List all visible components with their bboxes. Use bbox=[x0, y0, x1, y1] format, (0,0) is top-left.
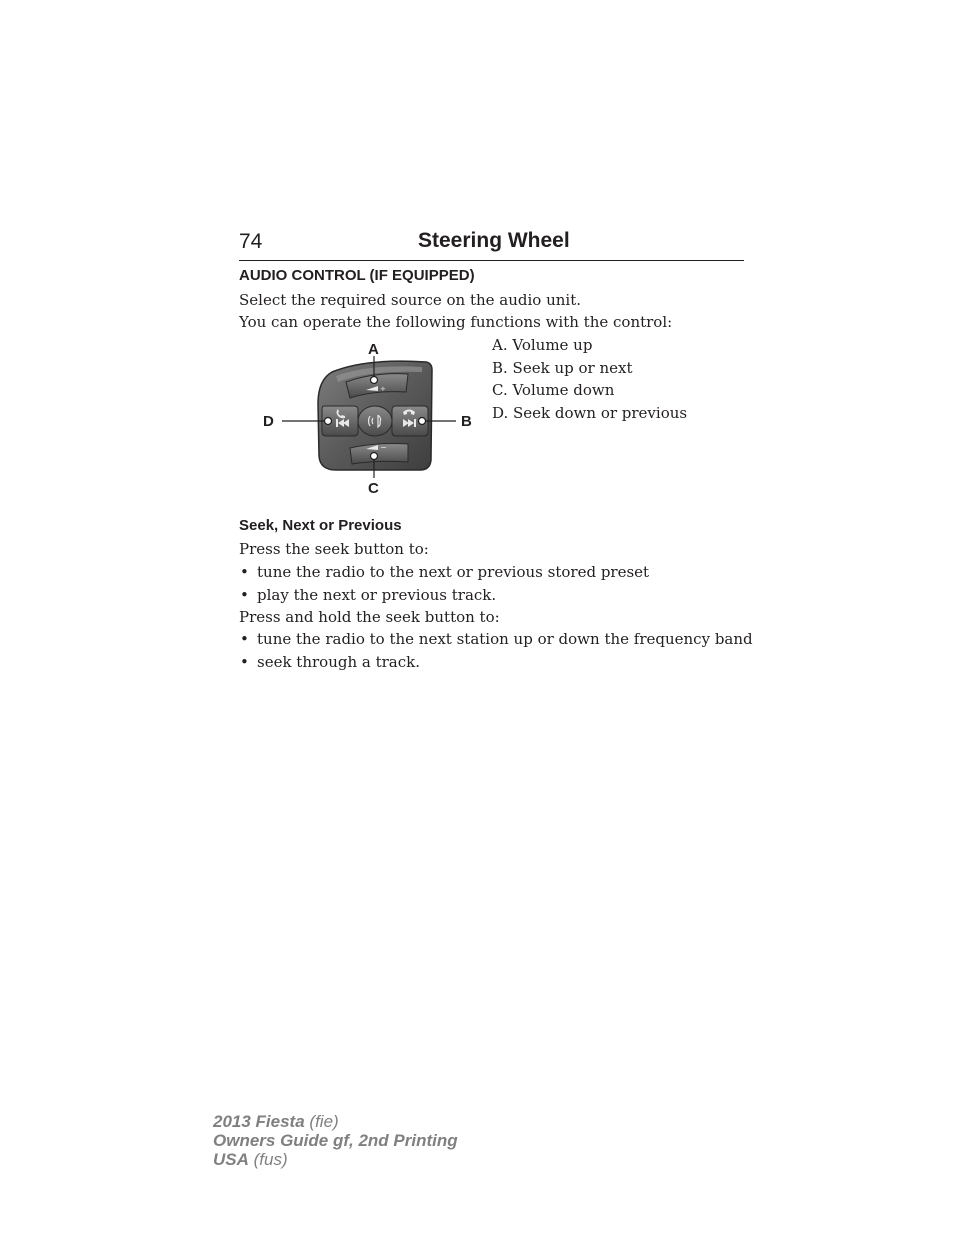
audio-control-figure bbox=[256, 336, 482, 500]
list-item: • seek through a track. bbox=[239, 651, 753, 674]
list-item: • tune the radio to the next or previous stored preset bbox=[239, 561, 649, 584]
audio-control-illustration bbox=[256, 336, 482, 500]
footer-model: 2013 Fiesta bbox=[213, 1112, 305, 1131]
svg-text:+: + bbox=[380, 385, 386, 393]
page-number: 74 bbox=[239, 230, 263, 253]
page-header bbox=[239, 228, 744, 261]
hold-intro: Press and hold the seek button to: bbox=[239, 608, 500, 626]
svg-text:−: − bbox=[380, 443, 387, 452]
intro-paragraph-2: You can operate the following functions with the control: bbox=[239, 313, 673, 331]
legend-item: B. Seek up or next bbox=[492, 358, 633, 377]
figure-legend bbox=[492, 334, 687, 424]
section-heading: AUDIO CONTROL (IF EQUIPPED) bbox=[239, 267, 475, 284]
callout-letter-d: D bbox=[263, 413, 274, 430]
legend-item: C. Volume down bbox=[492, 381, 615, 399]
footer-line-2 bbox=[213, 1131, 458, 1150]
hold-bullet-list bbox=[239, 628, 753, 673]
callout-letter-a: A bbox=[368, 341, 379, 358]
press-bullet-list bbox=[239, 561, 649, 606]
list-item: • tune the radio to the next station up or down the frequency band bbox=[239, 628, 753, 651]
footer-market: USA bbox=[213, 1150, 249, 1169]
footer-edition: Owners Guide gf, 2nd Printing bbox=[213, 1131, 458, 1150]
footer-market-code: (fus) bbox=[253, 1150, 288, 1169]
list-item: • play the next or previous track. bbox=[239, 584, 649, 607]
volume-down-button[interactable] bbox=[350, 444, 408, 465]
seek-heading: Seek, Next or Previous bbox=[239, 517, 402, 534]
footer-line-3 bbox=[213, 1150, 458, 1169]
callout-letter-b: B bbox=[461, 413, 472, 430]
legend-item: A. Volume up bbox=[492, 336, 593, 354]
footer-model-code: (fie) bbox=[309, 1112, 339, 1131]
footer bbox=[213, 1112, 458, 1169]
callout-letter-c: C bbox=[368, 480, 379, 497]
legend-item: D. Seek down or previous bbox=[492, 403, 688, 422]
footer-line-1 bbox=[213, 1112, 458, 1131]
intro-paragraph-1: Select the required source on the audio unit. bbox=[239, 291, 581, 309]
chapter-title: Steering Wheel bbox=[418, 229, 570, 252]
voice-command-button[interactable] bbox=[358, 406, 392, 436]
press-intro: Press the seek button to: bbox=[239, 540, 429, 558]
